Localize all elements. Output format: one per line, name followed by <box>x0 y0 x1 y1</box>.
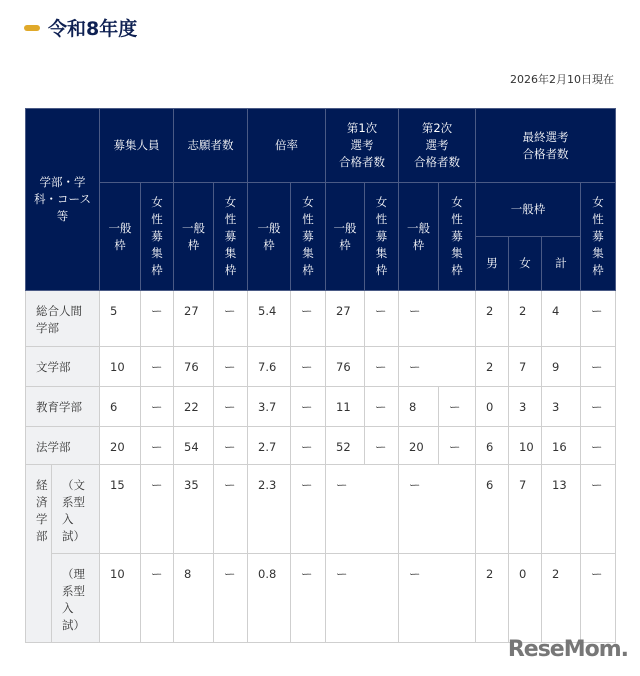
table-cell: 8 <box>399 387 439 427</box>
table-cell: 6 <box>476 427 509 465</box>
table-cell: 22 <box>174 387 214 427</box>
header-general: 一般 枠 <box>399 183 439 291</box>
table-cell: 5 <box>100 291 141 347</box>
table-cell: 7 <box>509 347 542 387</box>
table-cell: ー <box>365 387 399 427</box>
table-row <box>26 465 616 554</box>
table-cell: ー <box>214 291 248 347</box>
table-cell: 20 <box>100 427 141 465</box>
table-cell: ー <box>214 554 248 643</box>
page-title: 令和8年度 <box>48 18 138 40</box>
title-accent-bar <box>24 25 40 31</box>
table-cell: 76 <box>326 347 365 387</box>
table-row <box>26 554 616 643</box>
table-cell: ー <box>581 291 616 347</box>
table-cell: 27 <box>326 291 365 347</box>
header-group: 第2次 選考 合格者数 <box>399 109 476 183</box>
table-cell: 10 <box>100 347 141 387</box>
table-cell: 9 <box>542 347 581 387</box>
table-cell: ー <box>399 347 476 387</box>
table-cell: ー <box>326 554 399 643</box>
table-cell: 2 <box>509 291 542 347</box>
table-cell: 0 <box>476 387 509 427</box>
table-cell: ー <box>141 291 174 347</box>
table-cell: ー <box>141 554 174 643</box>
header-total: 計 <box>542 237 581 291</box>
section-title <box>24 14 137 41</box>
table-cell: 10 <box>509 427 542 465</box>
table-cell: ー <box>141 465 174 554</box>
header-female: 女 性 募 集 枠 <box>214 183 248 291</box>
table-cell: ー <box>399 291 476 347</box>
header-group: 第1次 選考 合格者数 <box>326 109 399 183</box>
header-male: 男 <box>476 237 509 291</box>
table-cell: 15 <box>100 465 141 554</box>
table-cell: ー <box>399 554 476 643</box>
header-final-general: 一般枠 <box>476 183 581 237</box>
dept-name: 経 済 学 部 <box>26 465 52 643</box>
table-cell: ー <box>365 291 399 347</box>
header-woman: 女 <box>509 237 542 291</box>
table-cell: ー <box>291 427 326 465</box>
table-cell: ー <box>365 347 399 387</box>
table-cell: ー <box>291 387 326 427</box>
dept-name: 総合人間 学部 <box>26 291 100 347</box>
table-cell: ー <box>399 465 476 554</box>
table-cell: ー <box>214 347 248 387</box>
table-cell: 0.8 <box>248 554 291 643</box>
table-cell: ー <box>439 387 476 427</box>
table-cell: ー <box>365 427 399 465</box>
dept-name: 文学部 <box>26 347 100 387</box>
table-cell: ー <box>326 465 399 554</box>
table-row <box>26 291 616 347</box>
table-cell: ー <box>291 554 326 643</box>
dept-name: 教育学部 <box>26 387 100 427</box>
table-cell: 35 <box>174 465 214 554</box>
table-row <box>26 347 616 387</box>
results-table <box>25 108 616 643</box>
sub-course: （文 系型 入 試） <box>52 465 100 554</box>
header-female: 女 性 募 集 枠 <box>141 183 174 291</box>
header-general: 一般 枠 <box>326 183 365 291</box>
header-dept: 学部・学 科・コース 等 <box>26 109 100 291</box>
table-cell: 27 <box>174 291 214 347</box>
header-female: 女 性 募 集 枠 <box>365 183 399 291</box>
header-group: 倍率 <box>248 109 326 183</box>
as-of-date: 2026年2月10日現在 <box>510 73 614 86</box>
table-cell: 4 <box>542 291 581 347</box>
header-female: 女 性 募 集 枠 <box>581 183 616 291</box>
table-cell: 2.3 <box>248 465 291 554</box>
table-cell: ー <box>581 465 616 554</box>
table-cell: ー <box>214 427 248 465</box>
table-cell: 16 <box>542 427 581 465</box>
table-row <box>26 387 616 427</box>
table-cell: ー <box>214 387 248 427</box>
table-cell: 52 <box>326 427 365 465</box>
table-cell: ー <box>581 387 616 427</box>
table-cell: 20 <box>399 427 439 465</box>
table-cell: ー <box>141 347 174 387</box>
table-cell: 6 <box>100 387 141 427</box>
table-cell: 3 <box>509 387 542 427</box>
table-cell: ー <box>291 347 326 387</box>
table-cell: 0 <box>509 554 542 643</box>
table-cell: 11 <box>326 387 365 427</box>
header-group: 最終選考 合格者数 <box>476 109 616 183</box>
header-general: 一般 枠 <box>100 183 141 291</box>
header-female: 女 性 募 集 枠 <box>439 183 476 291</box>
table-cell: 5.4 <box>248 291 291 347</box>
table-cell: 6 <box>476 465 509 554</box>
table-cell: ー <box>581 347 616 387</box>
resemom-logo: ReseMom. <box>507 637 628 662</box>
table-cell: 3 <box>542 387 581 427</box>
header-group: 募集人員 <box>100 109 174 183</box>
table-cell: ー <box>439 427 476 465</box>
table-cell: 7 <box>509 465 542 554</box>
table-cell: 3.7 <box>248 387 291 427</box>
header-group: 志願者数 <box>174 109 248 183</box>
table-cell: ー <box>581 427 616 465</box>
table-cell: ー <box>581 554 616 643</box>
table-cell: ー <box>291 465 326 554</box>
table-cell: 10 <box>100 554 141 643</box>
sub-course: （理 系型 入 試） <box>52 554 100 643</box>
table-cell: ー <box>291 291 326 347</box>
table-cell: 2 <box>542 554 581 643</box>
table-cell: 2 <box>476 291 509 347</box>
table-cell: ー <box>141 387 174 427</box>
table-cell: 13 <box>542 465 581 554</box>
table-cell: 2 <box>476 347 509 387</box>
table-cell: 76 <box>174 347 214 387</box>
header-female: 女 性 募 集 枠 <box>291 183 326 291</box>
table-cell: ー <box>214 465 248 554</box>
table-row <box>26 427 616 465</box>
table-cell: ー <box>141 427 174 465</box>
dept-name: 法学部 <box>26 427 100 465</box>
table-cell: 2 <box>476 554 509 643</box>
table-cell: 8 <box>174 554 214 643</box>
header-general: 一般 枠 <box>174 183 214 291</box>
header-general: 一般 枠 <box>248 183 291 291</box>
table-cell: 54 <box>174 427 214 465</box>
table-cell: 7.6 <box>248 347 291 387</box>
table-cell: 2.7 <box>248 427 291 465</box>
